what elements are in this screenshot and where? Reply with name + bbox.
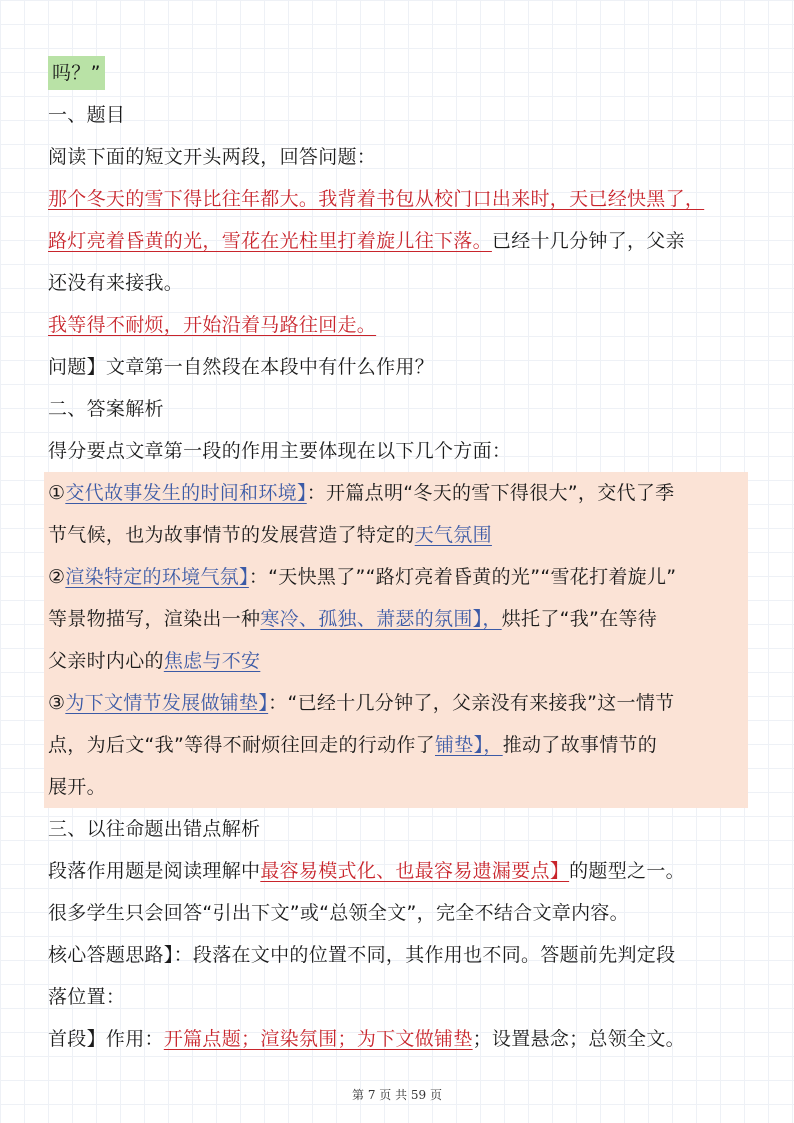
text-line <box>48 52 748 94</box>
text-line <box>48 304 748 346</box>
text-line <box>48 850 748 892</box>
red-underlined-text: 那个冬天的雪下得比往年都大。我背着书包从校门口出来时，天已经快黑了， <box>48 188 705 210</box>
document-body <box>48 52 748 1060</box>
plain-text: 等景物描写，渲染出一种 <box>48 608 261 630</box>
text-line <box>48 1018 748 1060</box>
section-heading-2: 二、答案解析 <box>48 398 164 420</box>
point-number: ③ <box>48 692 66 714</box>
plain-text: ：开篇点明“冬天的雪下得很大”，交代了季 <box>306 482 675 504</box>
section-heading-3: 三、以往命题出错点解析 <box>48 818 261 840</box>
answer-point-2 <box>48 556 748 598</box>
blue-underlined-text: 铺垫】， <box>435 734 503 756</box>
plain-text: ：“天快黑了”“路灯亮着昏黄的光”“雪花打着旋儿” <box>248 566 677 588</box>
section-heading-1: 一、题目 <box>48 104 126 126</box>
plain-text: 已经十几分钟了，父亲 <box>491 230 685 252</box>
point-title: 为下文情节发展做铺垫】 <box>65 692 269 714</box>
text-line: 还没有来接我。 <box>48 272 184 294</box>
plain-text: 烘托了“我”在等待 <box>501 608 658 630</box>
answer-point-3 <box>48 682 748 724</box>
question-line: 问题】文章第一自然段在本段中有什么作用？ <box>48 356 435 378</box>
text-line: 核心答题思路】：段落在文中的位置不同，其作用也不同。答题前先判定段 <box>48 944 676 966</box>
text-line <box>48 220 748 262</box>
blue-underlined-text: 寒冷、孤独、萧瑟的氛围】， <box>260 608 502 630</box>
point-number: ① <box>48 482 66 504</box>
text-line: 得分要点文章第一段的作用主要体现在以下几个方面： <box>48 440 512 462</box>
red-underlined-text: 最容易模式化、也最容易遗漏要点】 <box>260 860 570 882</box>
plain-text: 点，为后文“我”等得不耐烦往回走的行动作了 <box>48 734 435 756</box>
red-underlined-text: 路灯亮着昏黄的光，雪花在光柱里打着旋儿往下落。 <box>48 230 492 252</box>
page-number-footer: 第 7 页 共 59 页 <box>352 1088 442 1102</box>
text-line <box>48 514 748 556</box>
red-underlined-text: 我等得不耐烦，开始沿着马路往回走。 <box>48 314 377 336</box>
text-line <box>48 724 748 766</box>
plain-text: ：“已经十几分钟了，父亲没有来接我”这一情节 <box>268 692 675 714</box>
text-line <box>48 640 748 682</box>
highlighted-text: 吗？” <box>48 56 105 90</box>
text-line: 很多学生只会回答“引出下文”或“总领全文”，完全不结合文章内容。 <box>48 902 629 924</box>
point-title: 交代故事发生的时间和环境】 <box>65 482 307 504</box>
point-number: ② <box>48 566 66 588</box>
text-line <box>48 178 748 220</box>
plain-text: 节气候，也为故事情节的发展营造了特定的 <box>48 524 415 546</box>
answer-points-box <box>44 472 748 808</box>
red-underlined-text: 开篇点题；渲染氛围；为下文做铺垫 <box>163 1028 473 1050</box>
plain-text: ；设置悬念；总领全文。 <box>472 1028 685 1050</box>
text-line: 落位置： <box>48 986 126 1008</box>
text-line: 阅读下面的短文开头两段，回答问题： <box>48 146 377 168</box>
plain-text: 段落作用题是阅读理解中 <box>48 860 261 882</box>
plain-text: 推动了故事情节的 <box>502 734 658 756</box>
blue-underlined-text: 焦虑与不安 <box>163 650 261 672</box>
plain-text: 首段】作用： <box>48 1028 164 1050</box>
plain-text: 父亲时内心的 <box>48 650 164 672</box>
point-title: 渲染特定的环境气氛】 <box>65 566 249 588</box>
blue-underlined-text: 天气氛围 <box>414 524 492 546</box>
answer-point-1 <box>48 472 748 514</box>
text-line: 展开。 <box>48 776 106 798</box>
plain-text: 的题型之一。 <box>569 860 685 882</box>
text-line <box>48 598 748 640</box>
